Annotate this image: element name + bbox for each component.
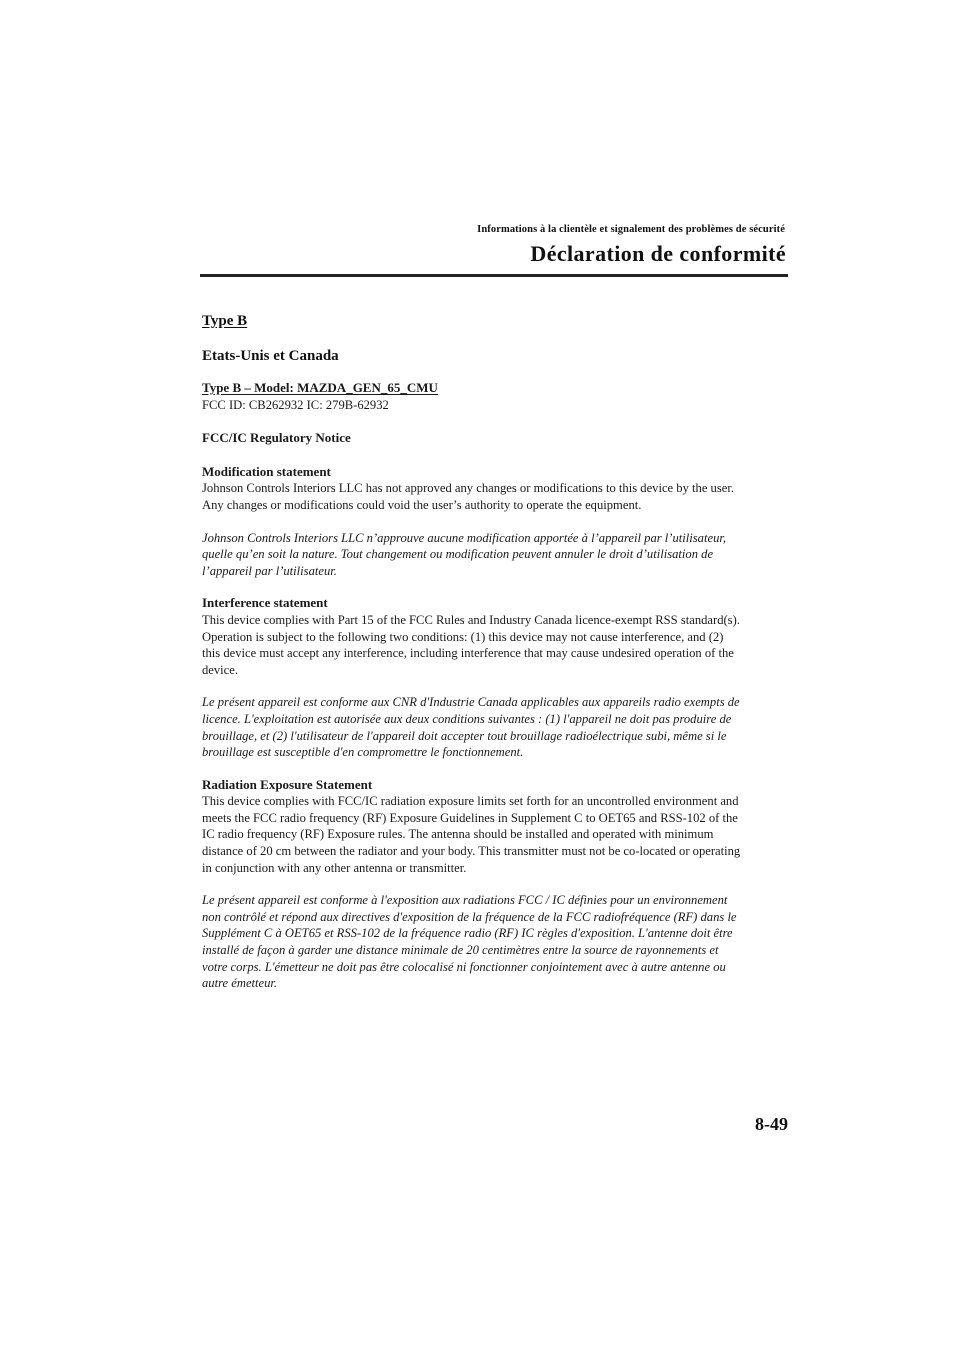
- regulatory-heading: FCC/IC Regulatory Notice: [202, 430, 351, 446]
- radiation-statement-fr: Le présent appareil est conforme à l'exposition aux radiations FCC / IC définies pour un environnement non contrôlé et répond aux directives d'exposition de la fréquence de la FCC radiofréquence (RF) dans le Supplément C à OET65 et RSS-102 de la fréquence radio (RF) IC règles d'exposition. L'antenne doit être installé de façon à garder une distance minimale de 20 centimètres entre la source de rayonnements et votre corps. L'émetteur ne doit pas être colocalisé ni fonctionner conjointement avec à autre antenne ou autre émetteur.: [202, 893, 737, 991]
- header-divider: [200, 274, 788, 277]
- regulatory-notice-block: [202, 380, 742, 992]
- modification-heading: Modification statement: [202, 463, 331, 479]
- type-heading: Type B: [202, 313, 248, 329]
- radiation-heading: Radiation Exposure Statement: [202, 776, 373, 792]
- page-title: Déclaration de conformité: [530, 241, 786, 266]
- modification-statement-en: Johnson Controls Interiors LLC has not approved any changes or modifications to this device by the user. Any changes or modifications could void the user’s authority to operate the equipment.: [202, 481, 734, 512]
- fcc-ic-id-line: FCC ID: CB262932 IC: 279B-62932: [202, 397, 389, 412]
- interference-statement-en: This device complies with Part 15 of the FCC Rules and Industry Canada licence-exempt RSS standard(s). Operation is subject to the following two conditions: (1) this device may not cause interference, and (2) this device must accept any interference, including interference that may cause undesired operation of the device.: [202, 612, 740, 677]
- interference-heading: Interference statement: [202, 595, 328, 611]
- model-line: Type B – Model: MAZDA_GEN_65_CMU: [202, 380, 438, 395]
- page-number: 8-49: [755, 1114, 788, 1134]
- interference-statement-fr: Le présent appareil est conforme aux CNR d'Industrie Canada applicables aux appareils radio exempts de licence. L'exploitation est autorisée aux deux conditions suivantes : (1) l'appareil ne doit pas produire de brouillage, et (2) l'utilisateur de l'appareil doit accepter tout brouillage radioélectrique subi, même si le brouillage est susceptible d'en compromettre le fonctionnement.: [202, 695, 740, 760]
- section-subtitle: Informations à la clientèle et signalement des problèmes de sécurité: [477, 224, 785, 235]
- region-heading: Etats-Unis et Canada: [202, 348, 339, 364]
- radiation-statement-en: This device complies with FCC/IC radiation exposure limits set forth for an uncontrolled environment and meets the FCC radio frequency (RF) Exposure Guidelines in Supplement C to OET65 and RSS-102 of the IC radio frequency (RF) Exposure rules. The antenna should be installed and operated with minimum distance of 20 cm between the radiator and your body. This transmitter must not be co-located or operating in conjunction with any other antenna or transmitter.: [202, 794, 741, 875]
- modification-statement-fr: Johnson Controls Interiors LLC n’approuve aucune modification apportée à l’appareil par l’utilisateur, quelle qu’en soit la nature. Tout changement ou modification peuvent annuler le droit d’utilisation de l’appareil par l’utilisateur.: [202, 530, 727, 578]
